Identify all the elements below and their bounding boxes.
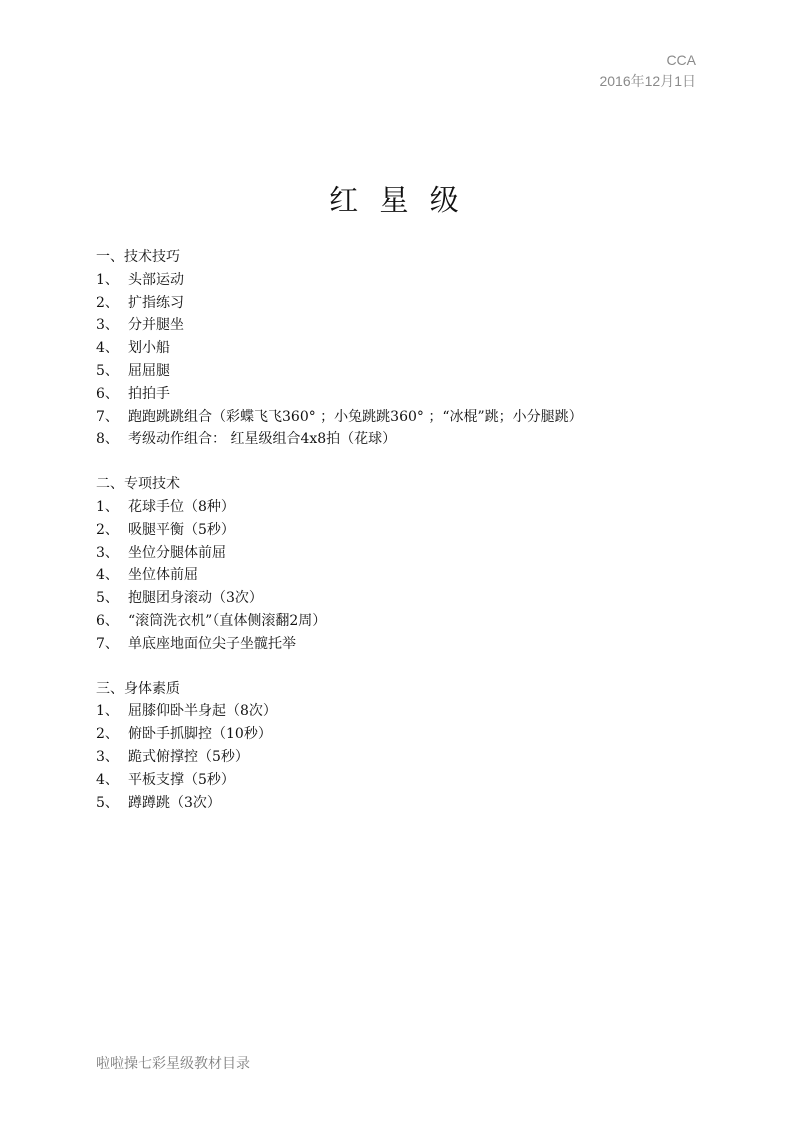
date-label: 2016年12月1日 — [599, 73, 696, 89]
item-number: 5、 — [96, 794, 119, 811]
list-item — [96, 519, 716, 542]
list-item — [96, 360, 716, 383]
section-1 — [96, 246, 716, 451]
page-title: 红 星 级 — [329, 183, 465, 217]
item-text: 坐位体前屈 — [128, 567, 198, 584]
item-number: 4、 — [96, 771, 119, 788]
item-text: 拍拍手 — [128, 385, 170, 402]
list-item — [96, 633, 716, 656]
item-number: 3、 — [96, 748, 119, 765]
item-number: 1、 — [96, 498, 119, 515]
item-text: 划小船 — [128, 340, 170, 357]
item-text: 扩指练习 — [128, 294, 184, 311]
section-2 — [96, 473, 716, 655]
item-text: 考级动作组合： 红星级组合4x8拍（花球） — [128, 431, 397, 448]
list-item — [96, 587, 716, 610]
section-heading: 一、技术技巧 — [96, 249, 180, 265]
item-text: 俯卧手抓脚控（10秒） — [128, 726, 272, 743]
item-text: 平板支撑（5秒） — [128, 771, 235, 788]
item-number: 5、 — [96, 362, 119, 379]
item-text: 跪式俯撑控（5秒） — [128, 748, 249, 765]
item-text: 头部运动 — [128, 271, 184, 288]
list-item — [96, 723, 716, 746]
list-item — [96, 746, 716, 769]
item-number: 2、 — [96, 521, 119, 538]
item-text: 屈屈腿 — [128, 362, 170, 379]
item-text: “滚筒洗衣机”（直体侧滚翻2周） — [128, 612, 327, 629]
item-number: 1、 — [96, 703, 119, 720]
section-heading: 二、专项技术 — [96, 476, 180, 493]
section-3 — [96, 678, 716, 815]
list-item — [96, 428, 716, 451]
item-number: 3、 — [96, 317, 119, 334]
item-number: 3、 — [96, 544, 119, 561]
item-number: 6、 — [96, 385, 119, 402]
item-text: 吸腿平衡（5秒） — [128, 521, 235, 538]
list-item — [96, 564, 716, 587]
list-item — [96, 610, 716, 633]
item-text: 屈膝仰卧半身起（8次） — [128, 703, 277, 720]
list-item — [96, 542, 716, 565]
item-number: 4、 — [96, 567, 119, 584]
item-number: 7、 — [96, 408, 119, 425]
item-text: 抱腿团身滚动（3次） — [128, 590, 263, 607]
item-text: 蹲蹲跳（3次） — [128, 794, 221, 811]
page-footer: 啦啦操七彩星级教材目录 — [96, 1056, 250, 1072]
item-number: 8、 — [96, 431, 119, 448]
item-number: 4、 — [96, 340, 119, 357]
section-heading: 三、身体素质 — [96, 680, 180, 697]
list-item — [96, 337, 716, 360]
item-number: 2、 — [96, 726, 119, 743]
item-number: 2、 — [96, 294, 119, 311]
list-item — [96, 496, 716, 519]
page-header — [599, 50, 696, 92]
list-item — [96, 700, 716, 723]
item-number: 5、 — [96, 590, 119, 607]
item-text: 跑跑跳跳组合（彩蝶飞飞360° ；小兔跳跳360° ；“冰棍”跳；小分腿跳） — [128, 408, 583, 425]
list-item — [96, 383, 716, 406]
content-sections — [96, 246, 716, 836]
item-number: 7、 — [96, 635, 119, 652]
list-item — [96, 269, 716, 292]
item-text: 花球手位（8种） — [128, 498, 235, 515]
list-item — [96, 792, 716, 815]
item-number: 1、 — [96, 271, 119, 288]
item-number: 6、 — [96, 612, 119, 629]
list-item — [96, 406, 716, 429]
org-label: CCA — [666, 52, 696, 68]
list-item — [96, 292, 716, 315]
item-text: 坐位分腿体前屈 — [128, 544, 226, 561]
list-item — [96, 314, 716, 337]
list-item — [96, 769, 716, 792]
item-text: 单底座地面位尖子坐髋托举 — [128, 635, 296, 652]
item-text: 分并腿坐 — [128, 317, 184, 334]
